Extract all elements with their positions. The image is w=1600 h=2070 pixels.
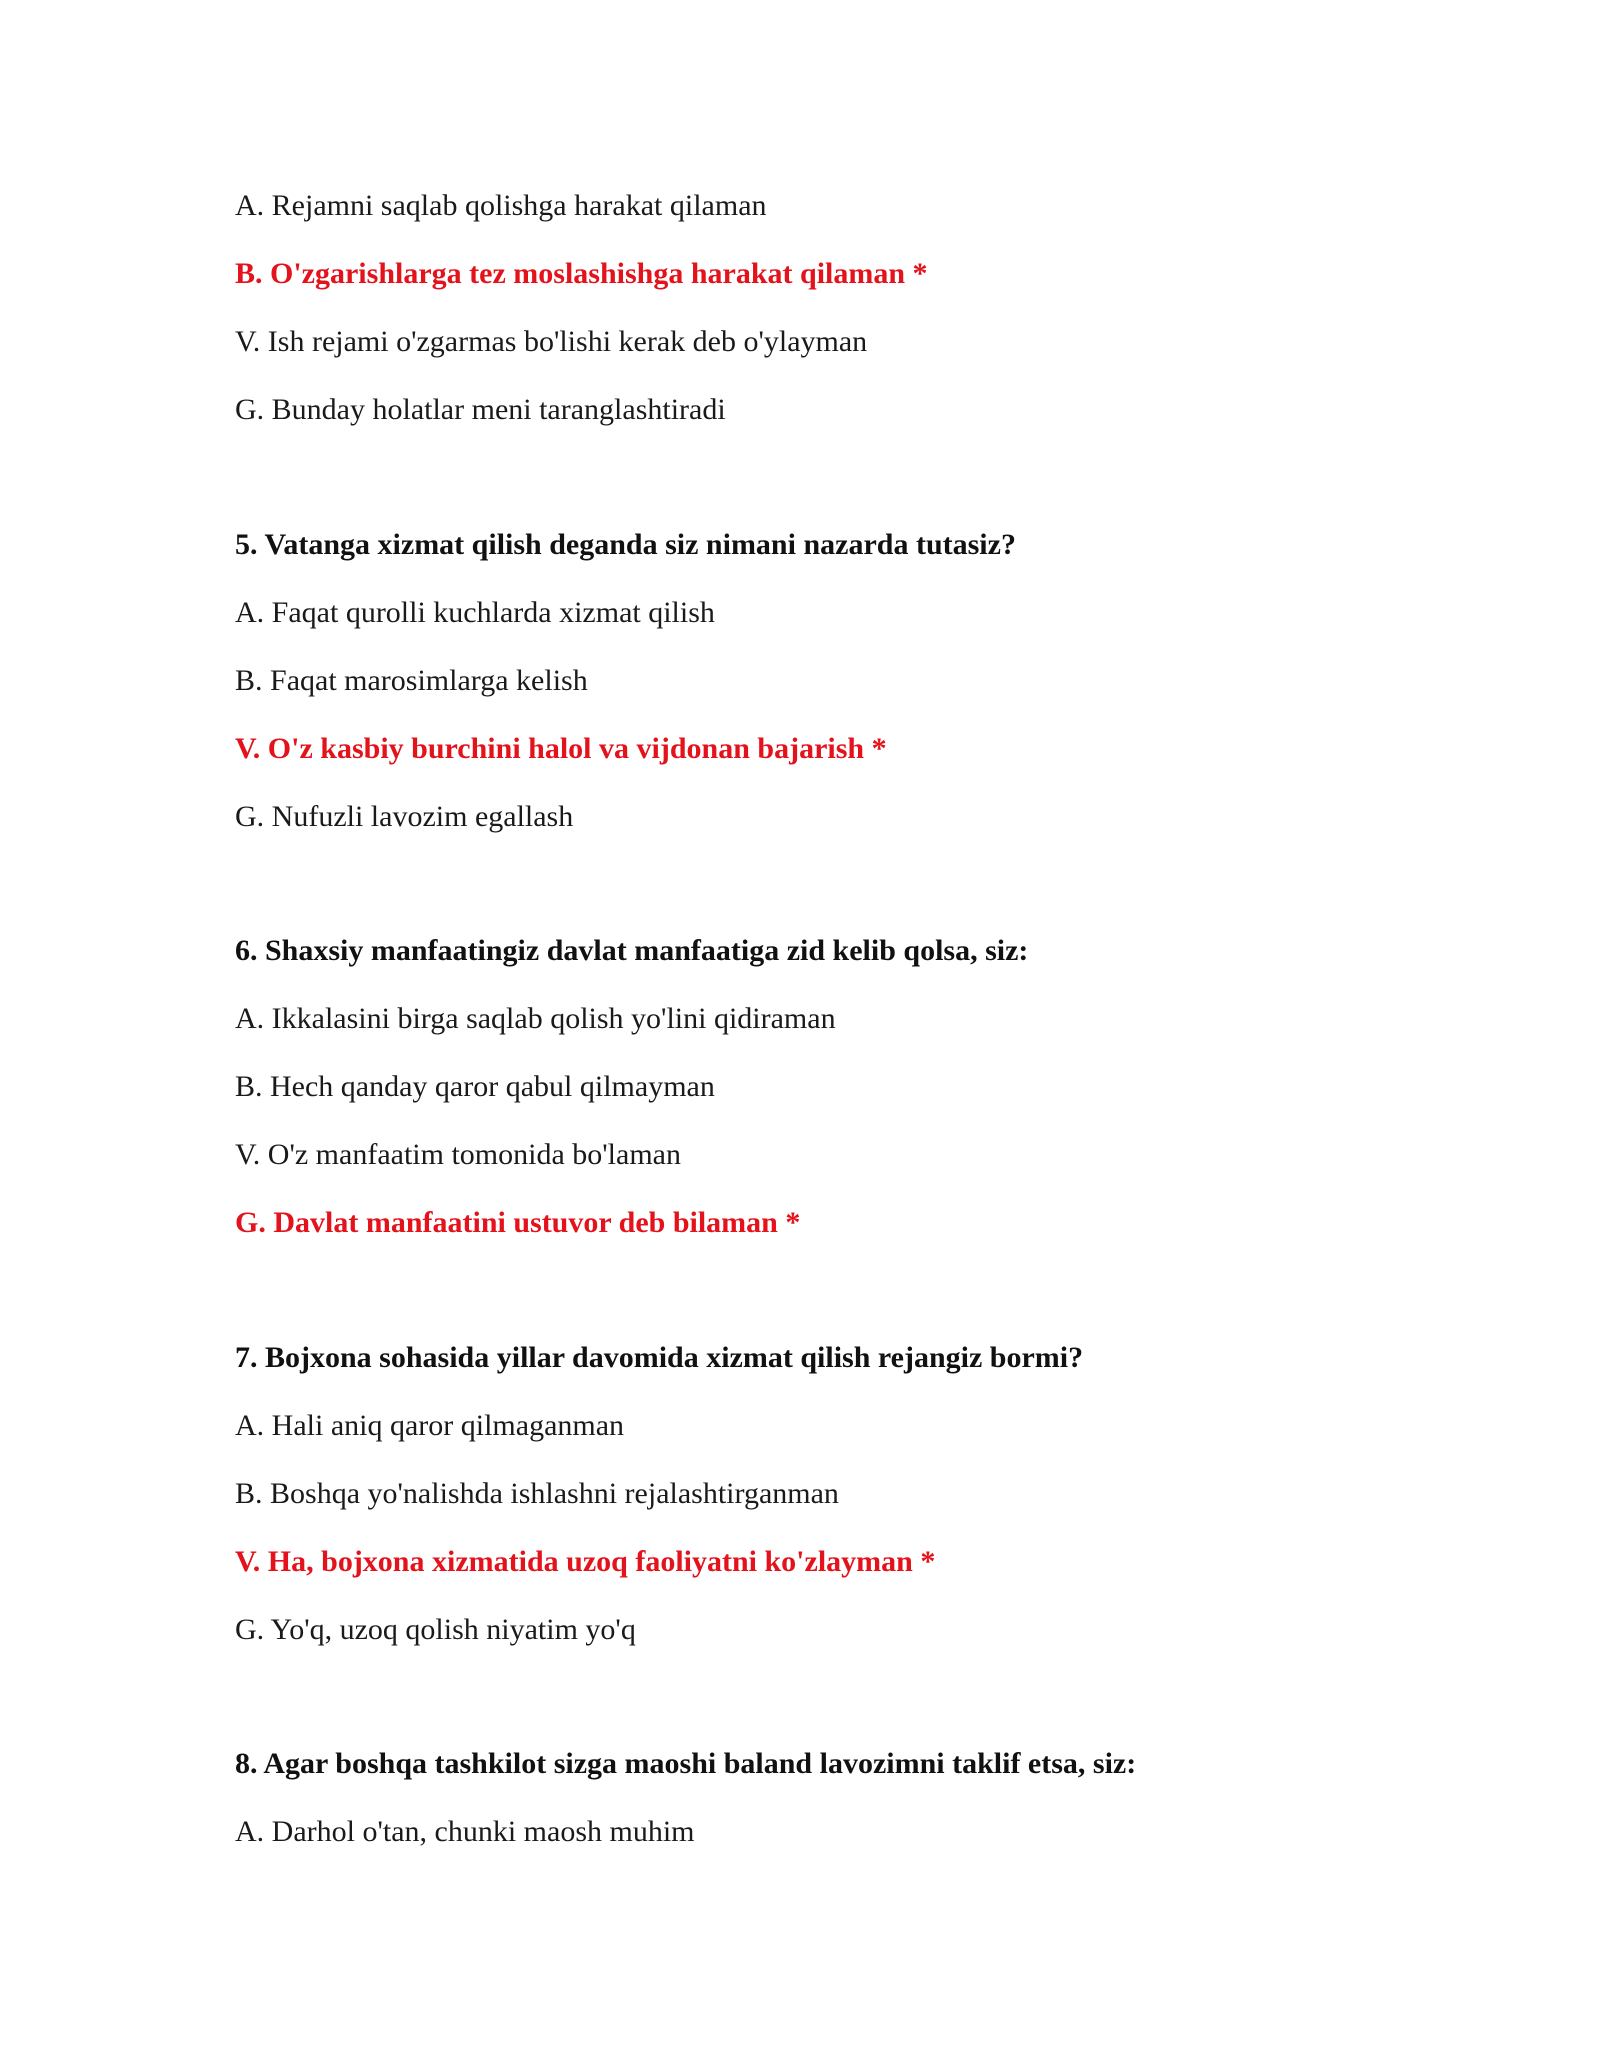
question-heading: 7. Bojxona sohasida yillar davomida xizmat qilish rejangiz bormi? <box>235 1341 1084 1374</box>
option-line: V. Ish rejami o'zgarmas bo'lishi kerak deb o'ylayman <box>235 325 868 358</box>
correct-option-line: V. O'z kasbiy burchini halol va vijdonan bajarish * <box>235 732 887 765</box>
option-line: A. Hali aniq qaror qilmaganman <box>235 1409 625 1442</box>
option-line: G. Nufuzli lavozim egallash <box>235 800 574 833</box>
option-line: A. Darhol o'tan, chunki maosh muhim <box>235 1815 695 1848</box>
option-line: B. Boshqa yo'nalishda ishlashni rejalashtirganman <box>235 1477 839 1510</box>
question-heading: 8. Agar boshqa tashkilot sizga maoshi baland lavozimni taklif etsa, siz: <box>235 1747 1137 1780</box>
option-line: A. Faqat qurolli kuchlarda xizmat qilish <box>235 596 715 629</box>
option-line: B. Hech qanday qaror qabul qilmayman <box>235 1070 715 1103</box>
correct-option-line: B. O'zgarishlarga tez moslashishga harakat qilaman * <box>235 257 928 290</box>
option-line: G. Bunday holatlar meni taranglashtiradi <box>235 393 726 426</box>
question-heading: 6. Shaxsiy manfaatingiz davlat manfaatiga zid kelib qolsa, siz: <box>235 934 1029 967</box>
option-line: B. Faqat marosimlarga kelish <box>235 664 588 697</box>
correct-option-line: G. Davlat manfaatini ustuvor deb bilaman * <box>235 1206 801 1239</box>
option-line: V. O'z manfaatim tomonida bo'laman <box>235 1138 681 1171</box>
option-line: A. Rejamni saqlab qolishga harakat qilaman <box>235 189 767 222</box>
option-line: G. Yo'q, uzoq qolish niyatim yo'q <box>235 1613 636 1646</box>
question-heading: 5. Vatanga xizmat qilish deganda siz nimani nazarda tutasiz? <box>235 528 1016 561</box>
correct-option-line: V. Ha, bojxona xizmatida uzoq faoliyatni ko'zlayman * <box>235 1545 936 1578</box>
option-line: A. Ikkalasini birga saqlab qolish yo'lini qidiraman <box>235 1002 836 1035</box>
